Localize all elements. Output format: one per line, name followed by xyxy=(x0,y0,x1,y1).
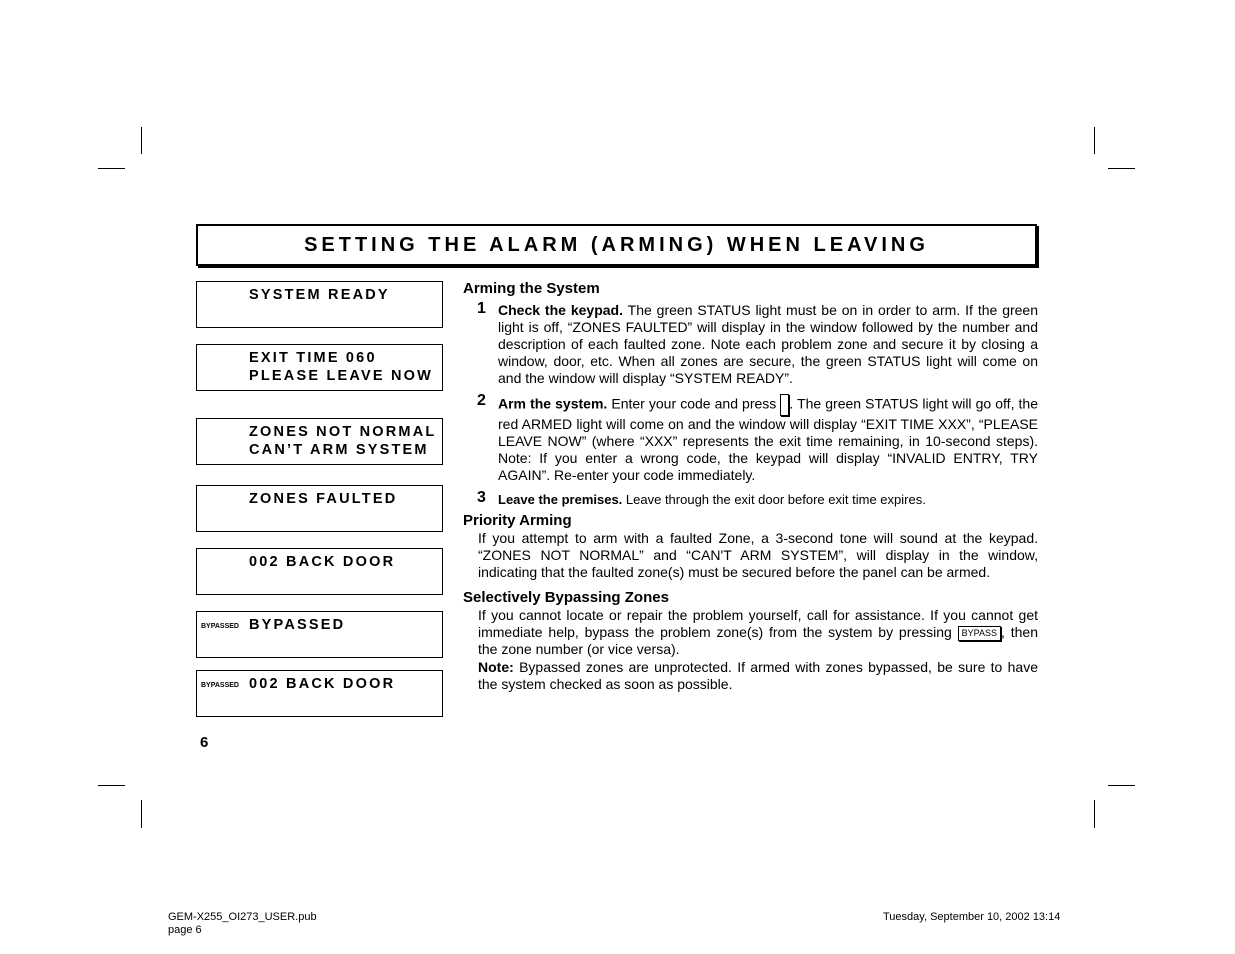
step-2 xyxy=(463,394,1038,484)
lcd-display-zones-faulted xyxy=(196,485,443,532)
crop-mark xyxy=(1094,127,1095,154)
lcd-bypassed-tag: BYPASSED xyxy=(201,682,239,689)
step-2-text-b: . The green STATUS light will go off, the red ARMED light will come on and the window will display “EXIT TIME XXX”, “PLEASE LEAVE NOW” (where “XXX” represents the exit time remaining, in 10-second steps). Note: If you enter a wrong code, the keypad will display “INVALID ENTRY, TRY AGAIN”. Re-enter your code immediately. xyxy=(498,395,1038,483)
crop-mark xyxy=(98,168,125,169)
lcd-line-1: BYPASSED xyxy=(249,617,346,633)
crop-mark xyxy=(98,785,125,786)
lcd-display-system-ready xyxy=(196,281,443,328)
step-number: 2 xyxy=(477,392,486,409)
step-2-title: Arm the system. xyxy=(498,395,608,412)
step-2-text-a: Enter your code and press xyxy=(607,395,781,412)
step-1 xyxy=(463,302,1038,387)
lcd-line-1: SYSTEM READY xyxy=(249,287,390,303)
note-label: Note: xyxy=(478,659,514,675)
lcd-line-1: 002 BACK DOOR xyxy=(249,554,396,570)
lcd-display-bypassed-back-door xyxy=(196,670,443,717)
lcd-line-1: ZONES FAULTED xyxy=(249,491,398,507)
bypass-key: BYPASS xyxy=(958,626,1001,641)
step-3 xyxy=(463,491,1038,508)
lcd-line-2: CAN’T ARM SYSTEM xyxy=(249,442,429,458)
bypass-text xyxy=(463,607,1038,658)
instructions-column xyxy=(463,280,1038,693)
bypass-text-b: , then the zone number (or vice versa). xyxy=(478,624,1038,657)
priority-heading: Priority Arming xyxy=(463,512,572,529)
bypass-note xyxy=(463,659,1038,693)
crop-mark xyxy=(1108,168,1135,169)
crop-mark xyxy=(141,127,142,154)
step-3-title: Leave the premises. xyxy=(498,492,623,507)
page-number: 6 xyxy=(200,734,209,751)
footer-file-info xyxy=(168,911,317,937)
bypass-text-a: If you cannot locate or repair the problem yourself, call for assistance. If you cannot get immediate help, bypass the problem zone(s) from the system by pressing xyxy=(478,607,1038,640)
lcd-display-zones-not-normal xyxy=(196,418,443,465)
lcd-line-1: 002 BACK DOOR xyxy=(249,676,396,692)
lcd-line-1: EXIT TIME 060 xyxy=(249,350,377,366)
arming-heading: Arming the System xyxy=(463,280,600,297)
lcd-display-back-door xyxy=(196,548,443,595)
footer-datetime: Tuesday, September 10, 2002 13:14 xyxy=(883,911,1061,923)
lcd-display-bypassed xyxy=(196,611,443,658)
bypass-heading: Selectively Bypassing Zones xyxy=(463,589,669,606)
note-text: Bypassed zones are unprotected. If armed with zones bypassed, be sure to have the system checked as soon as possible. xyxy=(478,659,1038,692)
step-number: 1 xyxy=(477,300,486,317)
footer-filename: GEM-X255_OI273_USER.pub xyxy=(168,911,317,923)
step-number: 3 xyxy=(477,489,486,506)
lcd-line-1: ZONES NOT NORMAL xyxy=(249,424,437,440)
arm-key-icon xyxy=(780,394,789,416)
lcd-line-2: PLEASE LEAVE NOW xyxy=(249,368,433,384)
footer-page: page 6 xyxy=(168,924,202,936)
lcd-bypassed-tag: BYPASSED xyxy=(201,623,239,630)
priority-text: If you attempt to arm with a faulted Zone, a 3-second tone will sound at the keypad. “ZONES NOT NORMAL” and “CAN'T ARM SYSTEM”, will display in the window, indicating that the faulted zone(s) must be secured before the panel can be armed. xyxy=(478,530,1038,580)
page-title: SETTING THE ALARM (ARMING) WHEN LEAVING xyxy=(304,233,929,256)
step-1-title: Check the keypad. xyxy=(498,302,623,318)
crop-mark xyxy=(1094,800,1095,828)
crop-mark xyxy=(1108,785,1135,786)
step-1-text: The green STATUS light must be on in order to arm. If the green light is off, “ZONES FAULTED” will display in the window followed by the number and description of each faulted zone. Note each problem zone and secure it by closing a window, door, etc. When all zones are secure, the green STATUS light will come on and the window will display “SYSTEM READY”. xyxy=(498,302,1039,386)
crop-mark xyxy=(141,800,142,828)
lcd-display-exit-time xyxy=(196,344,443,391)
page-title-box xyxy=(196,224,1037,266)
step-3-text: Leave through the exit door before exit time expires. xyxy=(622,492,926,507)
